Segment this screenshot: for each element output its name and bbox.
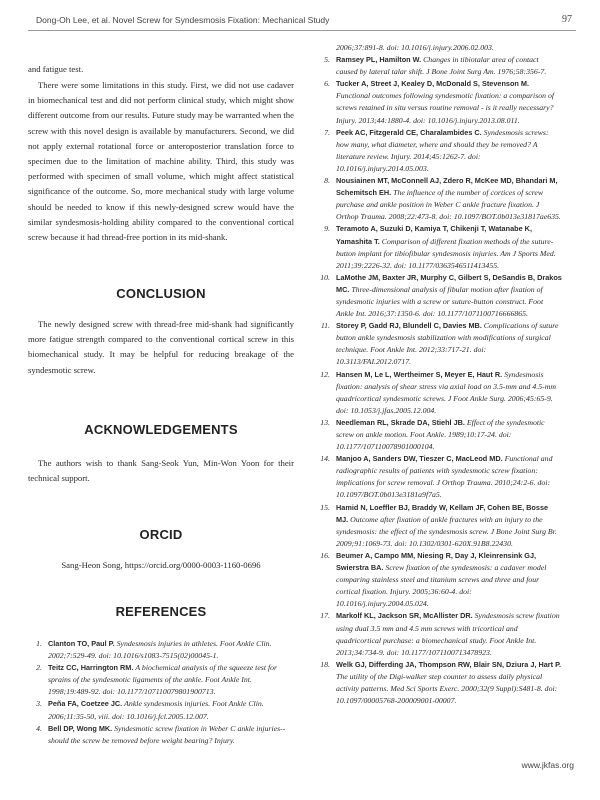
reference-item bbox=[316, 550, 562, 610]
reference-details: Complications of suture button ankle syndesmosis stabilization with modifications of surgical technique. Foot Ankle Int. 2012;33:717-21. doi: 10.3113/FAI.2012.0717. bbox=[336, 321, 559, 367]
reference-authors: Needleman RL, Skrade DA, Stiehl JB. bbox=[336, 417, 465, 427]
reference-details: Syndesmotic screw fixation in Weber C ankle injuries--should the screw be removed before weight bearing? Injury. bbox=[48, 723, 286, 745]
reference-number: 5. bbox=[324, 55, 330, 65]
reference-authors: Beumer A, Campo MM, Niesing R, Day J, Kleinrensink GJ, Swierstra BA. bbox=[336, 550, 537, 573]
reference-number: 1. bbox=[36, 639, 42, 648]
reference-number: 3. bbox=[36, 699, 42, 709]
reference-authors: Hamid N, Loeffler BJ, Braddy W, Kellam JF, Cohen BE, Bosse MJ. bbox=[336, 502, 549, 524]
page-number: 97 bbox=[562, 14, 572, 25]
reference-number: 16. bbox=[320, 550, 330, 560]
reference-item bbox=[316, 659, 562, 707]
reference-item bbox=[316, 453, 562, 501]
reference-list-right bbox=[316, 54, 562, 707]
conclusion-heading: CONCLUSION bbox=[116, 286, 206, 301]
reference-number: 14. bbox=[320, 454, 330, 464]
reference-item bbox=[316, 54, 562, 78]
reference-authors: LaMothe JM, Baxter JR, Murphy C, Gilbert S, DeSandis B, Drakos MC. bbox=[336, 272, 562, 294]
reference-authors: Bell DP, Wong MK. bbox=[48, 723, 113, 733]
reference-authors: Teramoto A, Suzuki D, Kamiya T, Chikenji T, Watanabe K, Yamashita T. bbox=[336, 224, 532, 246]
journal-url[interactable]: www.jkfas.org bbox=[521, 760, 574, 770]
reference-item bbox=[28, 698, 290, 722]
reference-list-left bbox=[28, 638, 290, 747]
discussion-fragment: and fatigue test. bbox=[28, 64, 84, 74]
running-title: Dong-Oh Lee, et al. Novel Screw for Syndesmosis Fixation: Mechanical Study bbox=[36, 15, 330, 25]
reference-item bbox=[28, 662, 290, 698]
reference-item bbox=[316, 223, 562, 271]
reference-number: 6. bbox=[324, 79, 330, 89]
reference-item bbox=[316, 78, 562, 126]
reference-details: Ankle syndesmosis injuries. Foot Ankle Clin. 2006;11:35-50, viii. doi: 10.1016/j.fcl.2005.12.007. bbox=[48, 699, 264, 721]
reference-item bbox=[28, 723, 290, 747]
right-column bbox=[316, 42, 562, 707]
orcid-heading: ORCID bbox=[139, 527, 183, 542]
reference-item bbox=[316, 369, 562, 417]
reference-authors: Teitz CC, Harrington RM. bbox=[48, 663, 134, 673]
conclusion-text: The newly designed screw with thread-free mid-shank had significantly more fatigue strength compared to the conventional cortical screw in this biomechanical study. It may be helpful for reducing breakage of the syndesmotic screw. bbox=[28, 319, 294, 375]
reference-details: Changes in tibiotalar area of contact caused by lateral talar shift. J Bone Joint Surg Am. 1976;58:356-7. bbox=[336, 55, 547, 77]
reference-number: 12. bbox=[320, 369, 330, 379]
reference-item bbox=[316, 272, 562, 320]
reference-details: Syndesmosis injuries in athletes. Foot Ankle Clin. 2002;7:529-49. doi: 10.1016/s1083-7515(02)00045-1. bbox=[48, 639, 272, 661]
reference-details: Three-dimensional analysis of fibular motion after fixation of syndesmotic injuries with a screw or suture-button construct. Foot Ankle Int. 2016;37:1350-6. doi: 10.1177/1071100716666865. bbox=[336, 284, 544, 319]
reference-details: Syndesmosis screws: how many, what diameter, where and should they be removed? A literature review. Injury. 2014;45:1262-7. doi: 10.1016/j.injury.2014.05.003. bbox=[336, 127, 549, 173]
reference-number: 7. bbox=[324, 127, 330, 137]
reference-authors: Markolf KL, Jackson SR, McAllister DR. bbox=[336, 611, 473, 621]
reference-number: 17. bbox=[320, 611, 330, 621]
reference-authors: Manjoo A, Sanders DW, Tieszer C, MacLeod MD. bbox=[336, 454, 503, 464]
reference-item bbox=[316, 610, 562, 658]
reference-details: The utility of the Digi-walker step counter to assess daily physical activity patterns. Med Sci Sports Exerc. 2000;32(9 Suppl):S481-8. doi: 10.1097/00005768-200009001-00007. bbox=[336, 671, 558, 706]
orcid-text: Sang-Heon Song, https://orcid.org/0000-0003-1160-0696 bbox=[61, 560, 261, 570]
reference-continuation-text: 2006;37:891-8. doi: 10.1016/j.injury.2006.02.003. bbox=[336, 43, 494, 52]
reference-number: 2. bbox=[36, 663, 42, 673]
running-header bbox=[28, 10, 576, 31]
reference-number: 15. bbox=[320, 502, 330, 512]
reference-item bbox=[316, 502, 562, 550]
reference-number: 18. bbox=[320, 659, 330, 669]
reference-details: Outcome after fixation of ankle fractures with an injury to the syndesmosis: the effect of the syndesmosis screw. J Bone Joint Surg Br. 2009;91:1069-73. doi: 10.1302/0301-620X.91B8.22430. bbox=[336, 514, 557, 548]
acknowledgements-heading: ACKNOWLEDGEMENTS bbox=[84, 422, 238, 437]
reference-details: Syndesmosis fixation: analysis of shear stress via axial load on 3.5-mm and 4.5-mm quadricortical syndesmotic screws. J Foot Ankle Surg. 2006;45:65-9. doi: 10.1053/j.jfas.2005.12.004. bbox=[336, 369, 556, 415]
reference-number: 9. bbox=[324, 224, 330, 234]
reference-number: 8. bbox=[324, 176, 330, 186]
reference-number: 4. bbox=[36, 723, 42, 733]
reference-authors: Nousiainen MT, McConnell AJ, Zdero R, McKee MD, Bhandari M, Schemitsch EH. bbox=[336, 176, 558, 198]
reference-authors: Clanton TO, Paul P. bbox=[48, 639, 115, 648]
reference-item bbox=[316, 127, 562, 175]
reference-number: 13. bbox=[320, 417, 330, 427]
reference-item bbox=[316, 175, 562, 223]
reference-authors: Hansen M, Le L, Wertheimer S, Meyer E, Haut R. bbox=[336, 369, 503, 379]
reference-details: Comparison of different fixation methods of the suture-button implant for tibiofibular syndesmosis injuries. Am J Sports Med. 2011;39:2226-32. doi: 10.1177/0363546511413455. bbox=[336, 236, 556, 270]
reference-authors: Welk GJ, Differding JA, Thompson RW, Blair SN, Dziura J, Hart P. bbox=[336, 659, 562, 669]
reference-details: The influence of the number of cortices of screw purchase and ankle position in Weber C ankle fracture fixation. J Orthop Trauma. 2008;22:473-8. doi: 10.1097/BOT.0b013e31817ae635. bbox=[336, 188, 561, 222]
reference-item bbox=[28, 638, 290, 662]
limitations-paragraph: There were some limitations in this study. First, we did not use cadaver in biomechanical test and did not perform clinical study, which might show different outcome from our results. Future study may be warranted when the screw with this novel design is available by manufacturers. Second, we did not apply external rotational force or anteroposterior translation force to specimen due to the limitation of machine ability. Third, this study was performed with specimen of small volume, which might affect statistical significance of the outcome. So, more mechanical study with large volume should be needed to know if this newly-designed screw would have the similar syndesmosis-holding ability compared to the conventional cortical screw because it had thread-free portion in its mid-shank. bbox=[28, 80, 294, 243]
reference-authors: Ramsey PL, Hamilton W. bbox=[336, 55, 422, 65]
acknowledgements-text: The authors wish to thank Sang-Seok Yun, Min-Won Yoon for their technical support. bbox=[28, 458, 294, 484]
reference-authors: Peña FA, Coetzee JC. bbox=[48, 699, 123, 709]
reference-authors: Tucker A, Street J, Kealey D, McDonald S, Stevenson M. bbox=[336, 79, 530, 89]
reference-details: Effect of the syndesmotic screw on ankle motion. Foot Ankle. 1989;10:17-24. doi: 10.1177/107110078901000104. bbox=[336, 417, 545, 452]
references-heading: REFERENCES bbox=[115, 604, 207, 619]
reference-details: A biochemical analysis of the squeeze test for sprains of the syndesmotic ligaments of the ankle. Foot Ankle Int. 1998;19:489-92. doi: 10.1177/107110079801900713. bbox=[48, 663, 278, 697]
reference-authors: Storey P, Gadd RJ, Blundell C, Davies MB. bbox=[336, 321, 482, 331]
reference-details: Syndesmosis screw fixation using dual 3.5 mm and 4.5 mm screws with tricortical and quadricortical purchase: a biomechanical study. Foot Ankle Int. 2013;34:734-9. doi: 10.1177/1071100713478923. bbox=[336, 611, 560, 657]
reference-number: 11. bbox=[320, 321, 330, 331]
reference-details: Functional and radiographic results of patients with syndesmotic screw fixation: implications for screw removal. J Orthop Trauma. 2010;24:2-6. doi: 10.1097/BOT.0b013e3181a9f7a5. bbox=[336, 454, 553, 500]
reference-item bbox=[316, 320, 562, 368]
reference-details: Functional outcomes following syndesmotic fixation: a comparison of screws retained in situ versus routine removal - is it really necessary? Injury. 2013;44:1880-4. doi: 10.1016/j.injury.2013.08.011. bbox=[336, 91, 555, 125]
reference-number: 10. bbox=[320, 272, 330, 282]
reference-continuation bbox=[316, 42, 562, 54]
reference-item bbox=[316, 417, 562, 453]
reference-authors: Peek AC, Fitzgerald CE, Charalambides C. bbox=[336, 127, 482, 137]
reference-details: Screw fixation of the syndesmosis: a cadaver model comparing stainless steel and titanium screws and three and four cortical fixation. Injury. 2005;36:60-4. doi: 10.1016/j.injury.2004.05.024. bbox=[336, 563, 547, 609]
